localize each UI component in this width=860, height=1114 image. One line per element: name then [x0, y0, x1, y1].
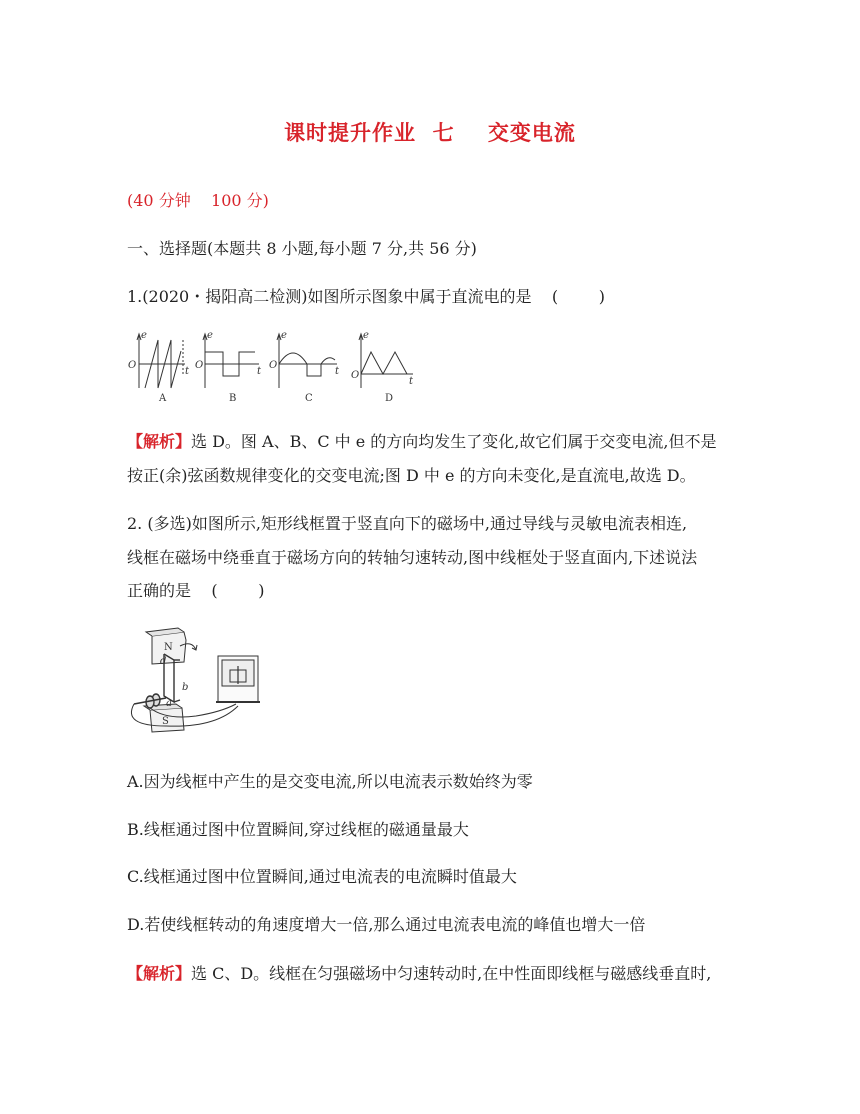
svg-text:e: e	[363, 330, 369, 341]
q2-generator-figure	[126, 626, 266, 736]
svg-text:O: O	[128, 360, 137, 371]
svg-text:N: N	[164, 642, 173, 653]
q1-graphs-figure	[125, 326, 425, 406]
question-2-stem-line-2: 线框在磁场中绕垂直于磁场方向的转轴匀速转动,图中线框处于竖直面内,下述说法	[127, 548, 698, 567]
svg-text:t: t	[257, 366, 262, 377]
question-1-stem: 1.(2020・揭阳高二检测)如图所示图象中属于直流电的是 ( )	[127, 287, 605, 306]
option-d: D.若使线框转动的角速度增大一倍,那么通过电流表电流的峰值也增大一倍	[127, 915, 646, 934]
svg-text:a: a	[166, 698, 172, 709]
svg-text:e: e	[281, 330, 287, 341]
svg-text:b: b	[182, 682, 189, 693]
svg-text:e: e	[207, 330, 213, 341]
svg-text:D: D	[385, 393, 394, 404]
graph-d	[359, 334, 413, 388]
question-1-analysis-line-1: 【解析】选 D。图 A、B、C 中 e 的方向均发生了变化,故它们属于交变电流,但不是	[127, 432, 717, 451]
svg-text:O: O	[351, 370, 360, 381]
section-heading: 一、选择题(本题共 8 小题,每小题 7 分,共 56 分)	[127, 239, 477, 258]
svg-text:t: t	[335, 366, 340, 377]
svg-text:d: d	[160, 656, 167, 667]
option-a: A.因为线框中产生的是交变电流,所以电流表示数始终为零	[127, 772, 533, 791]
question-2-stem-line-3: 正确的是 ( )	[127, 581, 265, 600]
analysis-tag: 【解析】	[127, 964, 192, 983]
graph-c	[277, 334, 337, 388]
svg-text:S: S	[162, 716, 169, 727]
option-c: C.线框通过图中位置瞬间,通过电流表的电流瞬时值最大	[127, 867, 517, 886]
analysis-tag: 【解析】	[127, 432, 192, 451]
svg-text:t: t	[409, 376, 414, 387]
graph-a	[137, 334, 185, 388]
page-title: 课时提升作业 七 交变电流	[284, 120, 576, 145]
svg-text:t: t	[185, 366, 190, 377]
svg-text:B: B	[229, 393, 237, 404]
question-2-stem-line-1: 2. (多选)如图所示,矩形线框置于竖直向下的磁场中,通过导线与灵敏电流表相连,	[127, 514, 688, 533]
question-2-analysis-line-1: 【解析】选 C、D。线框在匀强磁场中匀速转动时,在中性面即线框与磁感线垂直时,	[127, 964, 712, 983]
graph-b	[203, 334, 259, 388]
option-b: B.线框通过图中位置瞬间,穿过线框的磁通量最大	[127, 820, 469, 839]
svg-text:e: e	[141, 330, 147, 341]
svg-text:O: O	[195, 360, 204, 371]
svg-text:O: O	[269, 360, 278, 371]
time-score-info: (40 分钟 100 分)	[127, 191, 269, 210]
svg-text:A: A	[159, 393, 167, 404]
svg-text:C: C	[305, 393, 313, 404]
question-1-analysis-line-2: 按正(余)弦函数规律变化的交变电流;图 D 中 e 的方向未变化,是直流电,故选 D。	[127, 466, 696, 485]
